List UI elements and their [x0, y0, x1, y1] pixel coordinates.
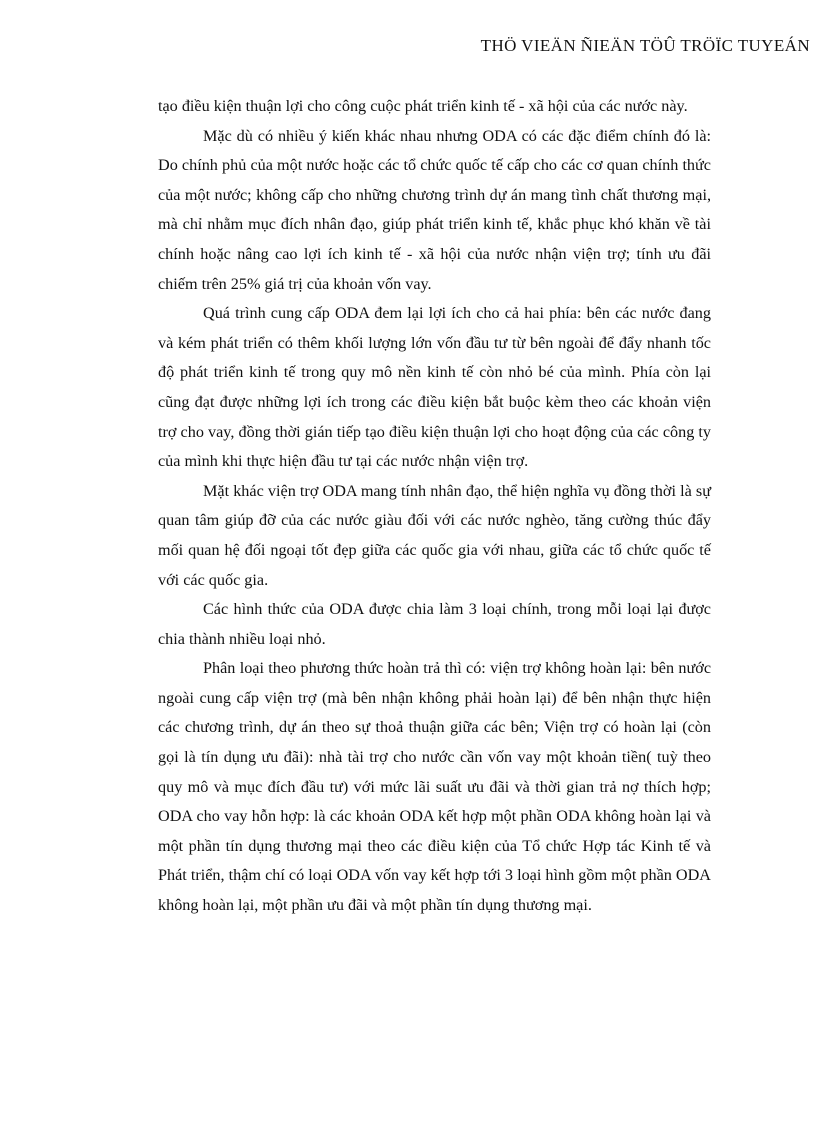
- paragraph-oda-benefits: Quá trình cung cấp ODA đem lại lợi ích cho cả hai phía: bên các nước đang và kém phát triển có thêm khối lượng lớn vốn đầu tư từ bên ngoài để đẩy nhanh tốc độ phát triển kinh tế trong quy mô nền kinh tế còn nhỏ bé của mình. Phía còn lại cũng đạt được những lợi ích trong các điều kiện bắt buộc kèm theo các khoản viện trợ cho vay, đồng thời gián tiếp tạo điều kiện thuận lợi cho hoạt động của các công ty của mình khi thực hiện đầu tư tại các nước nhận viện trợ.: [158, 304, 711, 471]
- paragraph-oda-classification: Phân loại theo phương thức hoàn trả thì có: viện trợ không hoàn lại: bên nước ngoài cung cấp viện trợ (mà bên nhận không phải hoàn lại) để bên nhận thực hiện các chương trình, dự án theo sự thoả thuận giữa các bên; Viện trợ có hoàn lại (còn gọi là tín dụng ưu đãi): nhà tài trợ cho nước cần vốn vay một khoản tiền( tuỳ theo quy mô và mục đích đầu tư) với mức lãi suất ưu đãi và thời gian trả nợ thích hợp; ODA cho vay hỗn hợp: là các khoản ODA kết hợp một phần ODA không hoàn lại và một phần tín dụng thương mại theo các điều kiện của Tổ chức Hợp tác Kinh tế và Phát triển, thậm chí có loại ODA vốn vay kết hợp tới 3 loại hình gồm một phần ODA không hoàn lại, một phần ưu đãi và một phần tín dụng thương mại.: [158, 659, 711, 915]
- page-header: THÖ VIEÄN ÑIEÄN TÖÛ TRÖÏC TUYEÁN: [480, 36, 810, 55]
- paragraph-continuation: tạo điều kiện thuận lợi cho công cuộc phát triển kinh tế - xã hội của các nước này.: [158, 97, 688, 115]
- document-body: [158, 92, 711, 921]
- paragraph-oda-humanitarian: Mặt khác viện trợ ODA mang tính nhân đạo, thể hiện nghĩa vụ đồng thời là sự quan tâm giúp đỡ của các nước giàu đối với các nước nghèo, tăng cường thúc đẩy mối quan hệ đối ngoại tốt đẹp giữa các quốc gia với nhau, giữa các tổ chức quốc tế với các quốc gia.: [158, 481, 711, 589]
- paragraph-oda-characteristics: Mặc dù có nhiều ý kiến khác nhau nhưng ODA có các đặc điểm chính đó là: Do chính phủ của một nước hoặc các tổ chức quốc tế cấp cho các cơ quan chính thức của một nước; không cấp cho những chương trình dự án mang tình chất thương mại, mà chỉ nhằm mục đích nhân đạo, giúp phát triển kinh tế, khắc phục khó khăn về tài chính hoặc nâng cao lợi ích kinh tế - xã hội của nước nhận viện trợ; tính ưu đãi chiếm trên 25% giá trị của khoản vốn vay.: [158, 126, 711, 293]
- paragraph-oda-forms: Các hình thức của ODA được chia làm 3 loại chính, trong mỗi loại lại được chia thành nhiều loại nhỏ.: [158, 600, 711, 648]
